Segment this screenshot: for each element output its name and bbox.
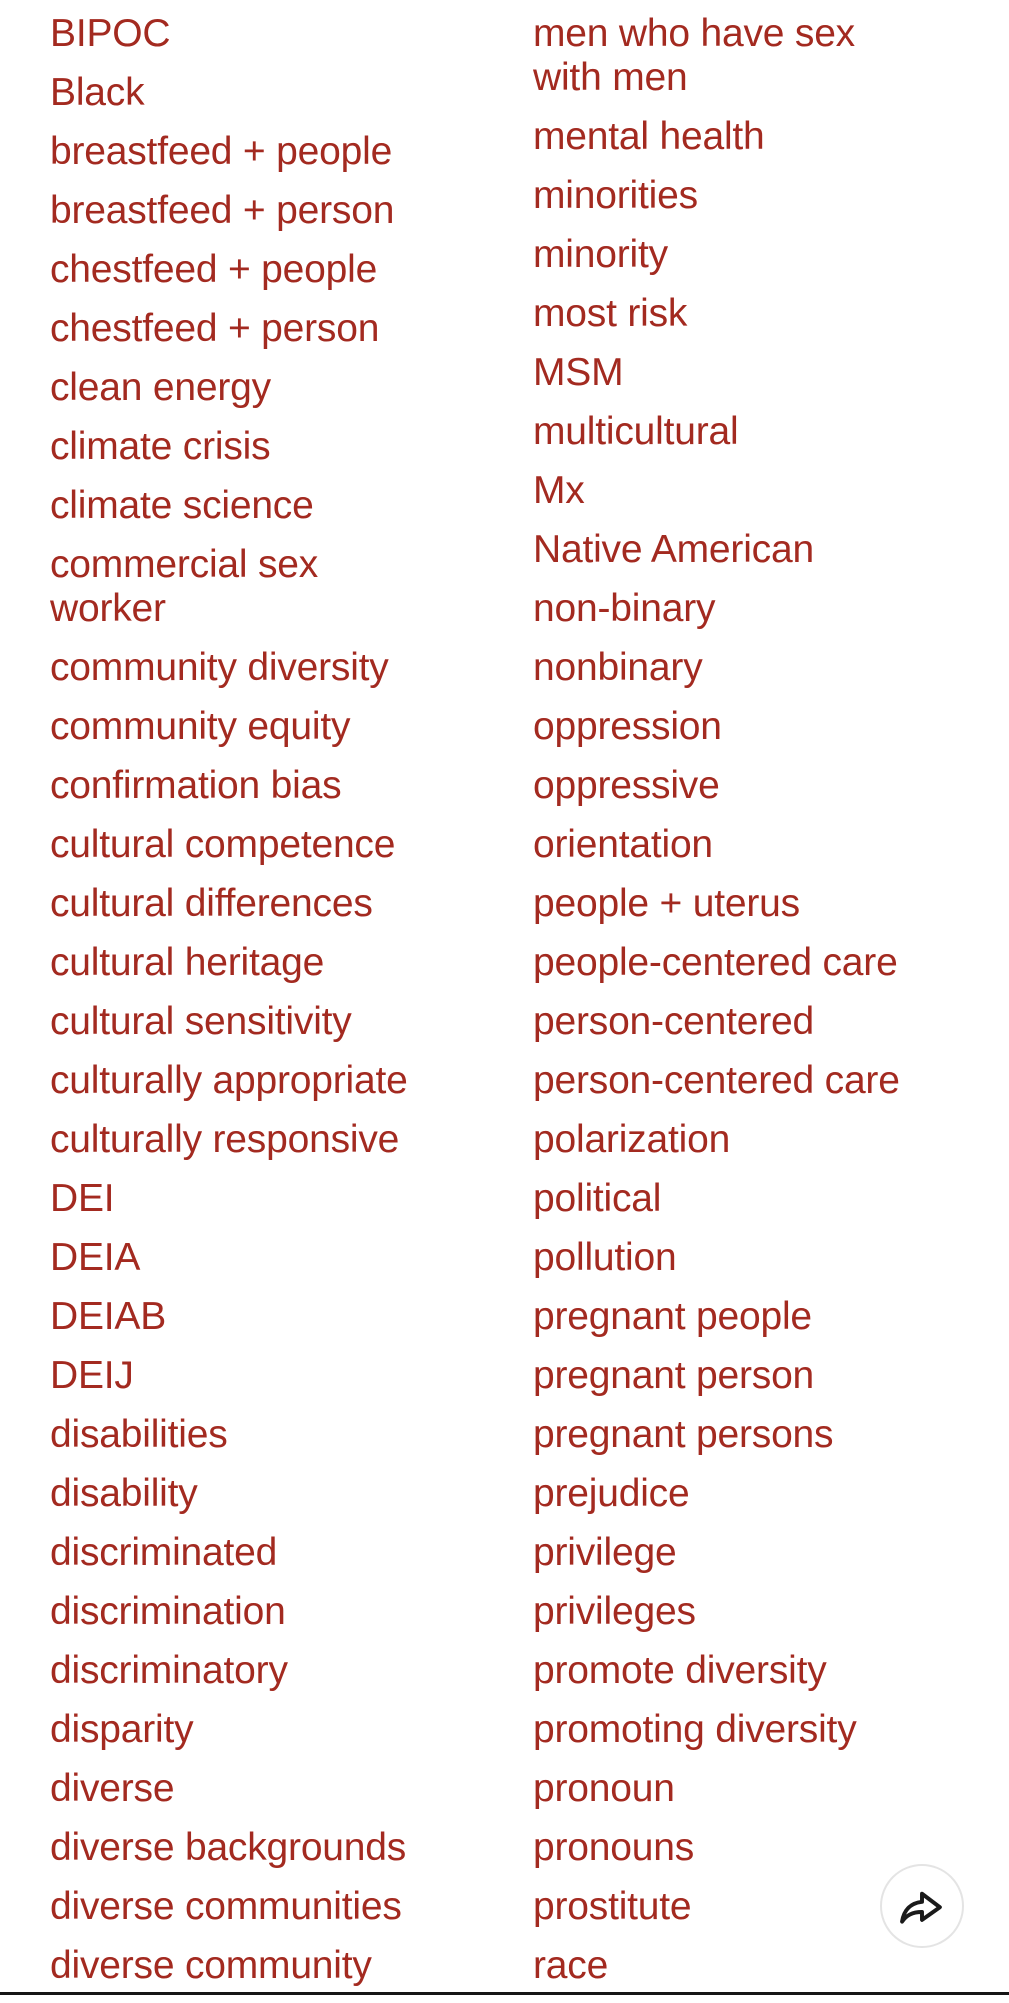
word-list-item: disabilities — [50, 1413, 228, 1456]
word-list-item: polarization — [533, 1118, 731, 1161]
word-list-item: Mx — [533, 469, 585, 512]
word-list-item: people + uterus — [533, 882, 800, 925]
word-list-item: culturally appropriate — [50, 1059, 408, 1102]
word-list-item: discriminated — [50, 1531, 278, 1574]
word-list-column-right — [533, 12, 1009, 2003]
word-list-item: prostitute — [533, 1885, 692, 1928]
word-list-item: DEIJ — [50, 1354, 134, 1397]
word-list-item: climate crisis — [50, 425, 271, 468]
word-list-item: confirmation bias — [50, 764, 342, 807]
word-list-item: climate science — [50, 484, 314, 527]
word-list-item: mental health — [533, 115, 765, 158]
word-list-item: community equity — [50, 705, 351, 748]
word-list-item: DEIAB — [50, 1295, 167, 1338]
word-list-item: person-centered — [533, 1000, 815, 1043]
word-list-item: cultural sensitivity — [50, 1000, 352, 1043]
word-list-item: discriminatory — [50, 1649, 288, 1692]
word-list-item: privilege — [533, 1531, 677, 1574]
word-list-item: diverse community — [50, 1944, 372, 1987]
word-list-item: BIPOC — [50, 12, 171, 55]
word-list-item: Black — [50, 71, 145, 114]
word-list-item: MSM — [533, 351, 624, 394]
word-list-item: political — [533, 1177, 662, 1220]
word-list-item: promoting diversity — [533, 1708, 857, 1751]
word-list-item: cultural heritage — [50, 941, 325, 984]
word-list-item: clean energy — [50, 366, 271, 409]
word-list-item: cultural differences — [50, 882, 373, 925]
word-list-item: community diversity — [50, 646, 389, 689]
word-list-item: pregnant person — [533, 1354, 815, 1397]
word-list-item: most risk — [533, 292, 688, 335]
word-list-item: diverse communities — [50, 1885, 402, 1928]
word-list-item: multicultural — [533, 410, 739, 453]
word-list-item: chestfeed + person — [50, 307, 380, 350]
word-list-item: disability — [50, 1472, 198, 1515]
word-list-item: people-centered care — [533, 941, 898, 984]
word-list-item: disparity — [50, 1708, 194, 1751]
word-list-item: commercial sex worker — [50, 543, 319, 630]
word-list-item: discrimination — [50, 1590, 286, 1633]
share-button[interactable] — [880, 1864, 964, 1948]
bottom-divider — [0, 1992, 1009, 1995]
word-list-item: prejudice — [533, 1472, 690, 1515]
word-list-item: men who have sex with men — [533, 12, 855, 99]
word-list-item: pronouns — [533, 1826, 695, 1869]
word-list-item: minorities — [533, 174, 698, 217]
word-list-item: chestfeed + people — [50, 248, 378, 291]
word-list-item: DEIA — [50, 1236, 141, 1279]
word-list-item: pollution — [533, 1236, 677, 1279]
word-list-item: oppression — [533, 705, 722, 748]
word-list-item: promote diversity — [533, 1649, 827, 1692]
word-list-item: orientation — [533, 823, 713, 866]
word-list-item: nonbinary — [533, 646, 703, 689]
word-list-item: breastfeed + person — [50, 189, 395, 232]
word-list-item: non-binary — [533, 587, 716, 630]
word-list-item: pregnant persons — [533, 1413, 834, 1456]
word-list-item: pronoun — [533, 1767, 675, 1810]
word-list-column-left — [50, 12, 533, 2003]
word-list-item: pregnant people — [533, 1295, 812, 1338]
word-list-item: culturally responsive — [50, 1118, 400, 1161]
word-list-item: oppressive — [533, 764, 720, 807]
word-list-item: minority — [533, 233, 668, 276]
word-list-item: diverse backgrounds — [50, 1826, 407, 1869]
word-list-item: DEI — [50, 1177, 115, 1220]
word-list-item: diverse — [50, 1767, 175, 1810]
word-list-item: breastfeed + people — [50, 130, 393, 173]
word-list-item: privileges — [533, 1590, 696, 1633]
word-list-item: Native American — [533, 528, 814, 571]
word-list-item: cultural competence — [50, 823, 396, 866]
word-list-item: person-centered care — [533, 1059, 900, 1102]
share-arrow-icon — [895, 1883, 949, 1929]
word-list-item: race — [533, 1944, 609, 1987]
